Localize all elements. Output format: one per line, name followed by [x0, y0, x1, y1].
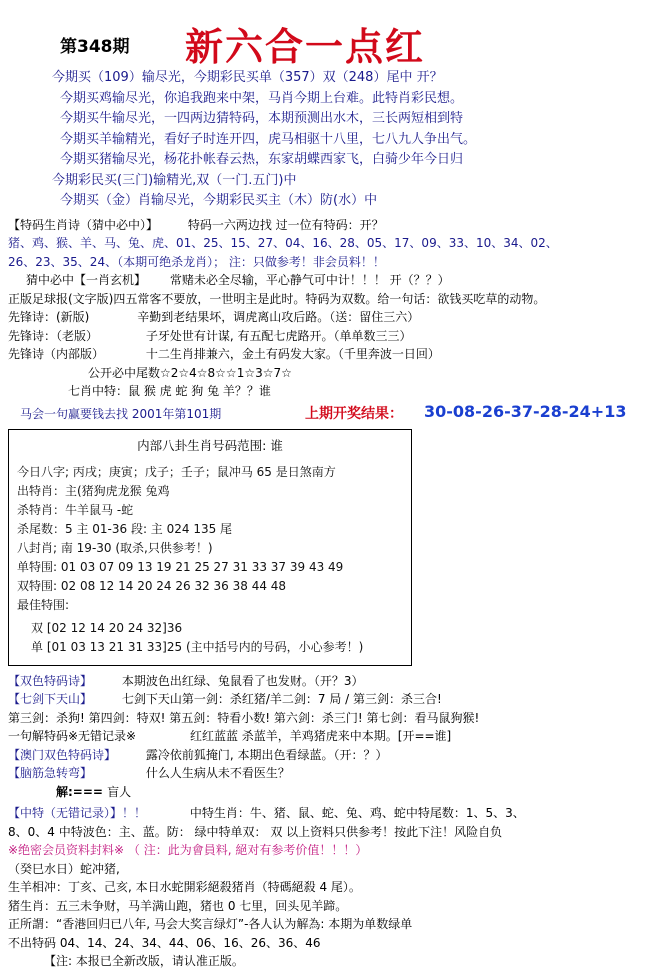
last-draw-result-row: [0, 403, 653, 425]
football-paper-line: 正版足球报(文字版)四五常客不要放，一世明主是此时。特码为双数。给一句话：欲钱买吃草的动物。: [8, 291, 546, 306]
bagua-row: 双 [02 12 14 20 24 32]36: [31, 620, 183, 635]
zhengsuo-line: 正所謂：“香港回归已八年, 马会大奖言绿灯”-各人认为解為: 本期为单数绿单: [8, 917, 413, 931]
bagua-row: 单特围: 01 03 07 09 13 19 21 25 27 31 33 37 39 43 49: [17, 559, 344, 574]
seal-line-label: ※绝密会员资料封料※ （ 注：此为會員料, 絕对有参考价值！！！）: [8, 843, 368, 857]
vanguard-poem-new-text: 辛勤到老结果坏，调虎离山攻后路。（送：留住三六）: [137, 310, 420, 324]
last-draw-numbers: 30-08-26-37-28-24+13: [424, 401, 627, 421]
dual-color-title: 【双色特码诗】: [8, 673, 93, 688]
zodiac-note-line: 猪生肖：五三未争财，马羊满山跑，猪也 0 七里，回头见羊蹄。: [8, 898, 348, 913]
vanguard-poem-new-label: 先锋诗：(新版): [8, 310, 90, 324]
bagua-row: 出特肖：主(猪狗虎龙猴 兔鸡: [17, 483, 170, 498]
sheng-line: 生羊相冲：丁亥、己亥, 本日水蛇開彩絕殺猪肖（特碼絕殺 4 尾）。: [8, 880, 361, 894]
vanguard-poem-inner-label: 先锋诗（内部版）: [8, 347, 105, 361]
vanguard-poem-inner-text: 十二生肖排兼六，金土有码发大家。（千里奔波一日回）: [145, 347, 440, 361]
poem-line: 今期买猪输尽光，杨花扑帐春云热，东家胡蝶西家飞，白骑少年今日归: [60, 152, 464, 167]
poem-line: 今期彩民买(三门)输精光,双（一门.五门)中: [52, 172, 297, 188]
poem-line: 今期买牛输尽光，一四两边猜特码，本期预测出水木，三长两短相到特: [60, 111, 464, 126]
seven-sword-title: 【七剑下天山】: [8, 692, 93, 706]
special-title-left: 【特码生肖诗（猜中必中）】: [8, 217, 159, 232]
bagua-row: 单 [01 03 13 21 31 33]25 (主中括号内的号码，小心参考！): [31, 639, 364, 654]
zhongte-line-2: 8、0、4 中特波色：主、蓝。防： 绿中特单双： 双 以上资料只供参考！按此下注！风险自负: [8, 824, 503, 839]
one-zodiac-text: 常赌未必全尽输，平心静气可中计！！！ 开（？？）: [169, 273, 450, 287]
page-header: [0, 0, 653, 69]
horse-club-line: 马会一句赢要钱去找 2001年第101期: [20, 406, 222, 421]
zhongte-text: 中特生肖：牛、猪、鼠、蛇、兔、鸡、蛇中特尾数：1、5、3、: [189, 806, 525, 820]
no-special-line: 不出特码 04、14、24、34、44、06、16、26、36、46: [8, 935, 321, 950]
zodiac-numbers-line-2: 26、23、35、24、（本期可绝杀龙肖）； 注：只做参考！非会员料！！: [8, 254, 385, 269]
special-code-section: [0, 216, 653, 401]
riddle-title: 【脑筋急转弯】: [8, 766, 93, 780]
bagua-row: 双特围: 02 08 12 14 20 24 26 32 36 38 44 48: [17, 578, 287, 593]
one-zodiac-label: 猜中必中【一肖玄机】: [26, 273, 147, 287]
poem-line: 今期买羊输精光，看好子时连开四，虎马相驱十八里，七八九人争出气。: [60, 131, 477, 147]
gui-line: （癸巳水日）蛇冲猪,: [8, 861, 120, 876]
record-line-right: 红红蓝蓝 杀蓝羊，羊鸡猪虎来中本期。[开==谁]: [189, 729, 452, 743]
public-tail-numbers: 公开必中尾数☆2☆4☆8☆☆1☆3☆7☆: [88, 365, 292, 380]
issue-number: 第348期: [60, 37, 130, 57]
bagua-row: 今日八字; 丙戌；庚寅；戊子；壬子；鼠冲马 65 是日煞南方: [17, 464, 336, 479]
poem-line: 今期买（金）肖输尽光，今期彩民买主（木）防(水）中: [60, 193, 378, 208]
vanguard-poem-old-text: 子牙处世有计谋, 有五配七虎路开。（单单数三三）: [145, 328, 412, 343]
poem-line: 今期买（109）输尽光，今期彩民买单（357）双（248）尾中 开？: [52, 70, 443, 85]
page-title: 新六合一点红: [185, 25, 426, 69]
record-line-left: 一句解特码※无错记录※: [8, 729, 137, 743]
bagua-box: [8, 429, 412, 666]
riddle-answer-label: 解:===: [56, 784, 108, 799]
dual-color-text: 本期波色出红绿、兔鼠看了也发财。（开？3）: [121, 673, 364, 688]
bottom-section: [0, 672, 653, 971]
vanguard-poem-old-label: 先锋诗：（老版）: [8, 328, 99, 343]
bagua-box-title: 内部八卦生肖号码范围: 谁: [137, 437, 283, 453]
bagua-row: 杀尾数：5 主 01-36 段: 主 024 135 尾: [17, 521, 233, 536]
macau-title: 【澳门双色特码诗】: [8, 747, 117, 762]
final-note: 【注: 本报已全新改版，请认准正版。: [44, 954, 244, 968]
zhongte-title: 【中特（无错记录）】！！: [8, 806, 147, 820]
bagua-row: 最佳特围:: [17, 597, 70, 612]
seven-sword-text: 七剑下天山第一剑：杀红猪/羊二剑：7 局 / 第三剑：杀三合!: [121, 692, 442, 706]
poem-block: [0, 68, 653, 212]
bagua-row: 八封肖; 南 19-30 (取杀,只供参考！): [17, 540, 213, 555]
riddle-text: 什么人生病从未不看医生？: [145, 766, 290, 780]
zodiac-numbers-line-1: 猪、鸡、猴、羊、马、兔、虎、01、25、15、27、04、16、28、05、17、09、33、10、34、02、: [8, 236, 558, 250]
bagua-row: 杀特肖：牛羊鼠马 -蛇: [17, 502, 134, 517]
seven-zodiac-line: 七肖中特：鼠 猴 虎 蛇 狗 兔 羊？？谁: [68, 384, 271, 398]
macau-text: 露冷依前狐掩门, 本期出色看绿蓝。（开：？）: [145, 747, 388, 762]
last-draw-label: 上期开奖结果：: [305, 405, 403, 422]
sword-line-2: 第三剑：杀狗! 第四剑：特双! 第五剑：特看小数! 第六剑：杀三门! 第七剑：看马鼠狗猴!: [8, 710, 480, 725]
poem-line: 今期买鸡输尽光，你追我跑来中架，马肖今期上台难。此特肖彩民想。: [60, 90, 464, 106]
special-title-right: 特码一六两边找 过一位有特码：开？: [187, 217, 384, 232]
riddle-answer: 盲人: [107, 784, 132, 799]
